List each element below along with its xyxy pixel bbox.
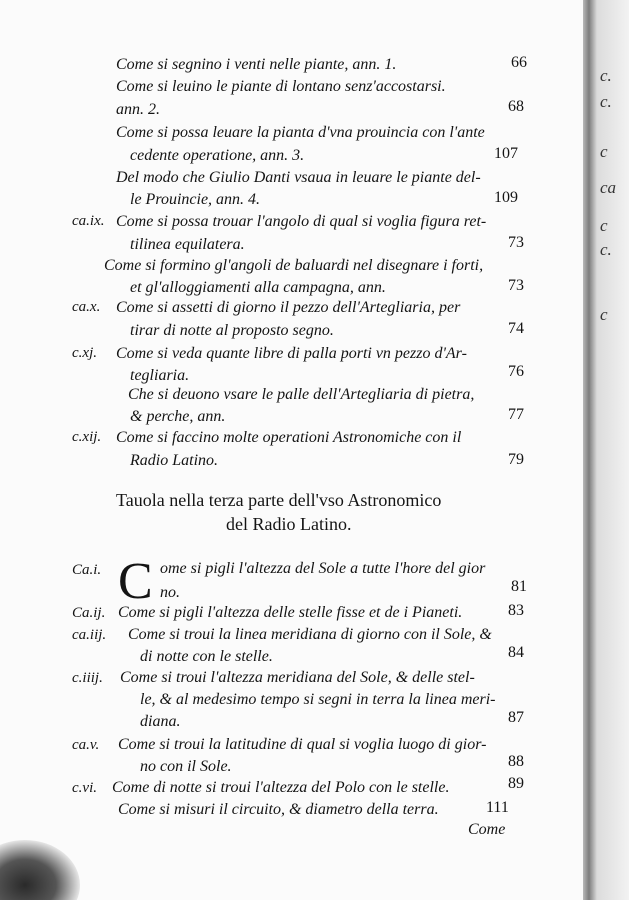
- entry-text: Come si pigli l'altezza delle stelle fisse et de i Pianeti.: [118, 604, 463, 621]
- entry-text: le Prouincie, ann. 4.: [130, 191, 261, 208]
- entry-text: Come si possa leuare la pianta d'vna prouincia con l'ante: [116, 124, 485, 141]
- entry-page: 83: [508, 602, 524, 619]
- entry-label: c.xij.: [72, 429, 102, 445]
- entry-text: Radio Latino.: [130, 452, 219, 469]
- entry-text: et gl'alloggiamenti alla campagna, ann.: [130, 279, 386, 296]
- catchword: Come: [468, 821, 506, 838]
- entry-label: c.vi.: [72, 780, 97, 796]
- entry-page: 77: [508, 406, 524, 423]
- entry-text: tirar di notte al proposto segno.: [130, 322, 334, 339]
- entry-label: ca.x.: [72, 299, 101, 315]
- entry-page: 109: [494, 189, 518, 206]
- entry-page: 73: [508, 277, 524, 294]
- entry-text: Come si faccino molte operationi Astronomiche con il: [116, 429, 462, 446]
- entry-page: 84: [508, 644, 524, 661]
- entry-text: no con il Sole.: [140, 758, 232, 775]
- entry-page: 89: [508, 775, 524, 792]
- entry-label: c.iiij.: [72, 670, 103, 686]
- entry-page: 79: [508, 451, 524, 468]
- entry-page: 111: [486, 799, 509, 816]
- entry-text: Come si possa trouar l'angolo di qual si voglia figura ret-: [116, 213, 487, 230]
- facing-page-fragment: c.: [600, 92, 612, 111]
- entry-page: 88: [508, 753, 524, 770]
- section-heading: Tauola nella terza parte dell'vso Astronomico: [116, 490, 442, 510]
- drop-cap: C: [118, 553, 153, 610]
- entry-text: Come si troui la linea meridiana di giorno con il Sole, &: [128, 626, 492, 643]
- entry-label: Ca.ij.: [72, 605, 106, 621]
- entry-text: le, & al medesimo tempo si segni in terra la linea meri-: [140, 691, 496, 708]
- entry-text: & perche, ann.: [130, 408, 226, 425]
- facing-page-fragment: ca: [600, 178, 617, 197]
- entry-text: Come si troui la latitudine di qual si voglia luogo di gior-: [118, 736, 487, 753]
- facing-page-fragment: c.: [600, 240, 612, 259]
- entry-text: Come di notte si troui l'altezza del Polo con le stelle.: [112, 779, 450, 796]
- entry-text: Come si segnino i venti nelle piante, ann. 1.: [116, 56, 397, 73]
- facing-page-fragment: c: [600, 142, 608, 161]
- entry-text: Come si misuri il circuito, & diametro della terra.: [118, 801, 439, 818]
- book-gutter: [583, 0, 629, 900]
- section-heading-sub: del Radio Latino.: [226, 514, 352, 534]
- entry-text: Come si leuino le piante di lontano senz'accostarsi.: [116, 78, 446, 95]
- entry-page: 81: [511, 578, 527, 595]
- entry-label: c.xj.: [72, 345, 97, 361]
- facing-page-fragment: c.: [600, 66, 612, 85]
- facing-page-fragment: c: [600, 305, 608, 324]
- entry-page: 74: [508, 320, 524, 337]
- facing-page-fragment: c: [600, 216, 608, 235]
- entry-page: 87: [508, 709, 524, 726]
- entry-text: cedente operatione, ann. 3.: [130, 147, 305, 164]
- entry-text: ann. 2.: [116, 101, 160, 118]
- entry-page: 76: [508, 363, 524, 380]
- entry-text: tilinea equilatera.: [130, 236, 245, 253]
- entry-text: Come si formino gl'angoli de baluardi nel disegnare i forti,: [104, 257, 484, 274]
- entry-page: 73: [508, 234, 524, 251]
- entry-page: 66: [511, 54, 527, 71]
- entry-label: Ca.i.: [72, 562, 102, 578]
- entry-label: ca.v.: [72, 737, 100, 753]
- entry-text: Che si deuono vsare le palle dell'Artegliaria di pietra,: [128, 386, 475, 403]
- entry-text: no.: [160, 584, 180, 601]
- thumb-smudge: [0, 840, 80, 900]
- entry-page: 107: [494, 145, 518, 162]
- entry-text: diana.: [140, 713, 181, 730]
- entry-text: Come si troui l'altezza meridiana del Sole, & delle stel-: [120, 669, 475, 686]
- entry-text: ome si pigli l'altezza del Sole a tutte l'hore del gior: [160, 560, 486, 577]
- entry-label: ca.iij.: [72, 627, 107, 643]
- entry-text: Come si veda quante libre di palla porti vn pezzo d'Ar-: [116, 345, 467, 362]
- entry-label: ca.ix.: [72, 213, 105, 229]
- entry-text: Come si assetti di giorno il pezzo dell'Artegliaria, per: [116, 299, 461, 316]
- entry-text: tegliaria.: [130, 367, 190, 384]
- entry-page: 68: [508, 98, 524, 115]
- entry-text: Del modo che Giulio Danti vsaua in leuare le piante del-: [116, 169, 481, 186]
- entry-text: di notte con le stelle.: [140, 648, 273, 665]
